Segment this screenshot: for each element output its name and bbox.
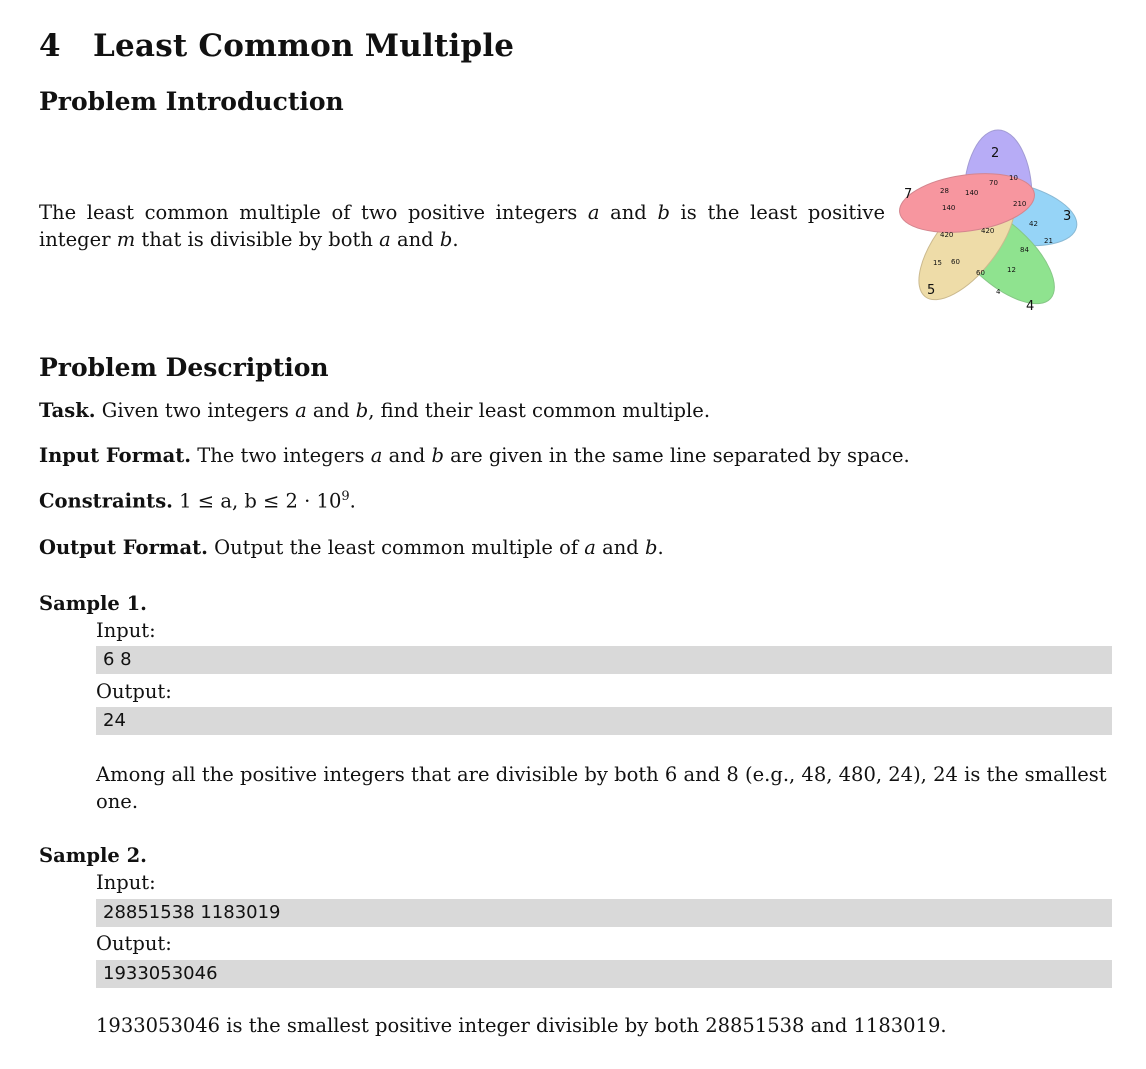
svg-text:140: 140 [965, 189, 979, 197]
sample-1-explanation: Among all the positive integers that are divisible by both 6 and 8 (e.g., 48, 480, 24), 24 is the smallest one. [96, 763, 1107, 813]
intro-paragraph: The least common multiple of two positive integers a and b is the least positive integer m that is divisible by both a and b. [39, 201, 885, 251]
svg-text:140: 140 [942, 204, 956, 212]
chapter-number: 4 [39, 28, 61, 64]
svg-text:70: 70 [989, 179, 998, 187]
svg-text:12: 12 [1007, 266, 1016, 274]
intro-section-title: Problem Introduction [39, 87, 344, 116]
sample-2-input-label: Input: [96, 871, 156, 894]
svg-text:84: 84 [1020, 246, 1029, 254]
venn-label-4: 4 [1026, 299, 1035, 314]
sample-1-input-label: Input: [96, 619, 156, 642]
sample-2-title: Sample 2. [39, 844, 147, 867]
sample-1-output-label: Output: [96, 680, 172, 703]
svg-text:420: 420 [940, 231, 954, 239]
svg-text:28: 28 [940, 187, 949, 195]
sample-2-output-label: Output: [96, 932, 172, 955]
sample-1-input-code: 6 8 [96, 646, 1112, 674]
sample-1-output-code: 24 [96, 707, 1112, 735]
svg-text:21: 21 [1044, 237, 1053, 245]
svg-text:4: 4 [996, 288, 1001, 296]
svg-text:10: 10 [1009, 174, 1018, 182]
constraints-paragraph: Constraints. 1 ≤ a, $b \le 2 \cdot 10^9$. [39, 489, 356, 513]
sample-2-input-code: 28851538 1183019 [96, 899, 1112, 927]
input-format-label: Input Format. [39, 444, 192, 467]
venn-diagram-image [895, 128, 1085, 323]
sample-1-title: Sample 1. [39, 592, 147, 615]
venn-label-5: 5 [927, 283, 936, 298]
svg-text:420: 420 [981, 227, 995, 235]
svg-text:42: 42 [1029, 220, 1038, 228]
venn-label-3: 3 [1063, 209, 1072, 224]
output-format-paragraph: Output Format. Output the least common multiple of a and b. [39, 536, 664, 559]
sample-2-explanation: 1933053046 is the smallest positive integer divisible by both 28851538 and 1183019. [96, 1014, 947, 1037]
description-section-title: Problem Description [39, 353, 329, 382]
chapter-title-text: Least Common Multiple [93, 28, 515, 64]
svg-text:60: 60 [976, 269, 985, 277]
venn-label-2: 2 [991, 146, 1000, 161]
svg-text:15: 15 [933, 259, 942, 267]
venn-label-7: 7 [904, 187, 913, 202]
svg-text:60: 60 [951, 258, 960, 266]
task-paragraph: Task. Given two integers a and b, find their least common multiple. [39, 399, 711, 422]
sample-2-output-code: 1933053046 [96, 960, 1112, 988]
task-label: Task. [39, 399, 96, 422]
svg-text:210: 210 [1013, 200, 1027, 208]
chapter-title [39, 28, 514, 64]
input-format-paragraph: Input Format. The two integers a and b are given in the same line separated by space. [39, 444, 910, 467]
output-format-label: Output Format. [39, 536, 208, 559]
constraints-label: Constraints. [39, 489, 173, 513]
constraints-math: 1 ≤ a, b ≤ 2 · 10 [179, 489, 342, 513]
